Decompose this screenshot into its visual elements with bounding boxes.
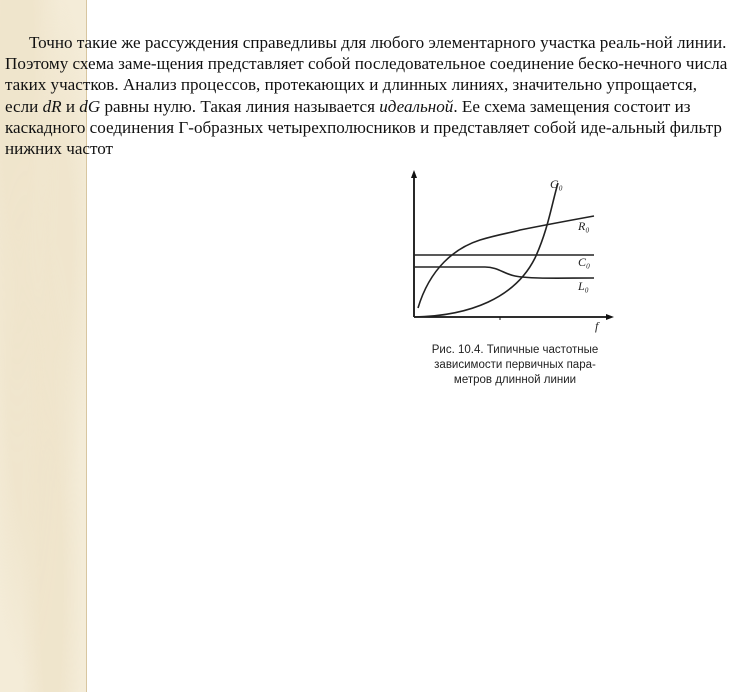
paragraph-dG: dG: [79, 96, 101, 116]
y-axis-arrow: [411, 170, 417, 178]
paragraph-and: и: [61, 96, 80, 116]
label-R0: R₀: [578, 219, 590, 233]
label-f: f: [595, 319, 599, 333]
paragraph-text-2: равны нулю. Такая линия называется: [100, 96, 380, 116]
curve-G0: [414, 183, 558, 317]
x-axis-arrow: [606, 314, 614, 320]
paragraph-text-1: Точно такие же рассуждения справедливы для любого элементарного участка реаль-ной линии. Поэтому схема заме-щения представляет собой последовательное соединение беско-нечного числа таких участков. Анализ процессов, протекающих и длинных линиях, значительно упрощается, если: [5, 33, 728, 116]
paragraph-ideal: идеальной: [379, 96, 454, 116]
figure-caption: Рис. 10.4. Типичные частотные зависимости первичных пара- метров длинной линии: [431, 344, 599, 386]
label-C0: C₀: [578, 255, 591, 269]
paragraph-text-3: . Ее схема замещения состоит из каскадного соединения Г-образных четырехполюсников и представляет собой иде-альный фильтр нижних частот: [5, 96, 722, 159]
line-parameters-plot: [400, 168, 632, 348]
paragraph-dR: dR: [42, 96, 62, 116]
curve-R0: [418, 216, 594, 308]
label-G0: G₀: [550, 177, 563, 191]
label-L0: L₀: [578, 279, 589, 293]
body-paragraph: [5, 32, 733, 159]
curve-L0: [414, 267, 594, 278]
